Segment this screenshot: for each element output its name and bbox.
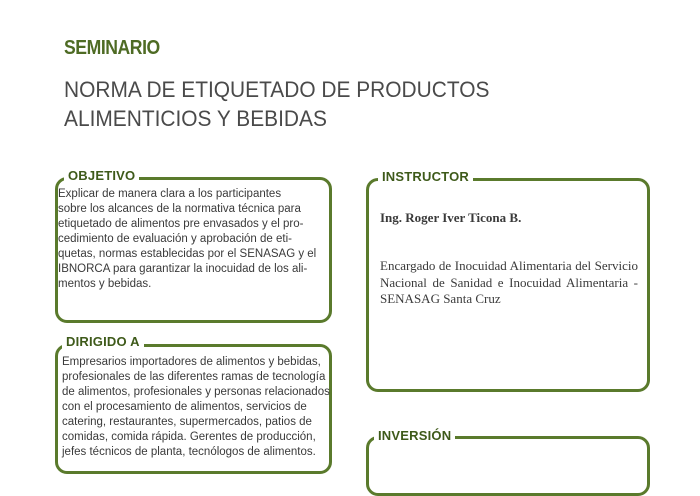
instructor-name: Ing. Roger Iver Ticona B. [380,210,522,225]
instructor-label: INSTRUCTOR [378,169,473,184]
page-title [64,75,596,133]
objetivo-label: OBJETIVO [64,168,139,183]
dirigido-label: DIRIGIDO A [62,334,144,349]
inversion-box [366,436,650,496]
title-line: ALIMENTICIOS Y BEBIDAS [64,106,327,131]
text-line: quetas, normas establecidas por el SENASAG y el [58,248,317,260]
dirigido-text [62,355,330,460]
objetivo-text [58,187,316,292]
instructor-description: Encargado de Inocuidad Alimentaria del Servicio Nacional de Sanidad e Inocuidad Alimentaria - SENASAG Santa Cruz [380,258,638,306]
text-line: Explicar de manera clara a los participantes [58,188,282,200]
text-line: Empresarios importadores de alimentos y bebidas, [62,356,321,368]
text-line: jefes técnicos de planta, tecnólogos de alimentos. [62,446,316,458]
text-line: profesionales de las diferentes ramas de tecnología [62,371,326,383]
text-line: con el procesamiento de alimentos, servicios de [62,401,307,413]
seminar-kicker: SEMINARIO [64,37,160,59]
text-line: cedimiento de evaluación y aprobación de eti- [58,233,292,245]
text-line: IBNORCA para garantizar la inocuidad de los ali- [58,263,308,275]
text-line: catering, restaurantes, supermercados, patios de [62,416,312,428]
text-line: mentos y bebidas. [58,278,152,290]
title-line: NORMA DE ETIQUETADO DE PRODUCTOS [64,77,490,102]
text-line: de alimentos, profesionales y personas relacionados [62,386,330,398]
text-line: etiquetado de alimentos pre envasados y el pro- [58,218,304,230]
text-line: comidas, comida rápida. Gerentes de producción, [62,431,316,443]
inversion-label: INVERSIÓN [374,428,455,443]
text-line: sobre los alcances de la normativa técnica para [58,203,301,215]
